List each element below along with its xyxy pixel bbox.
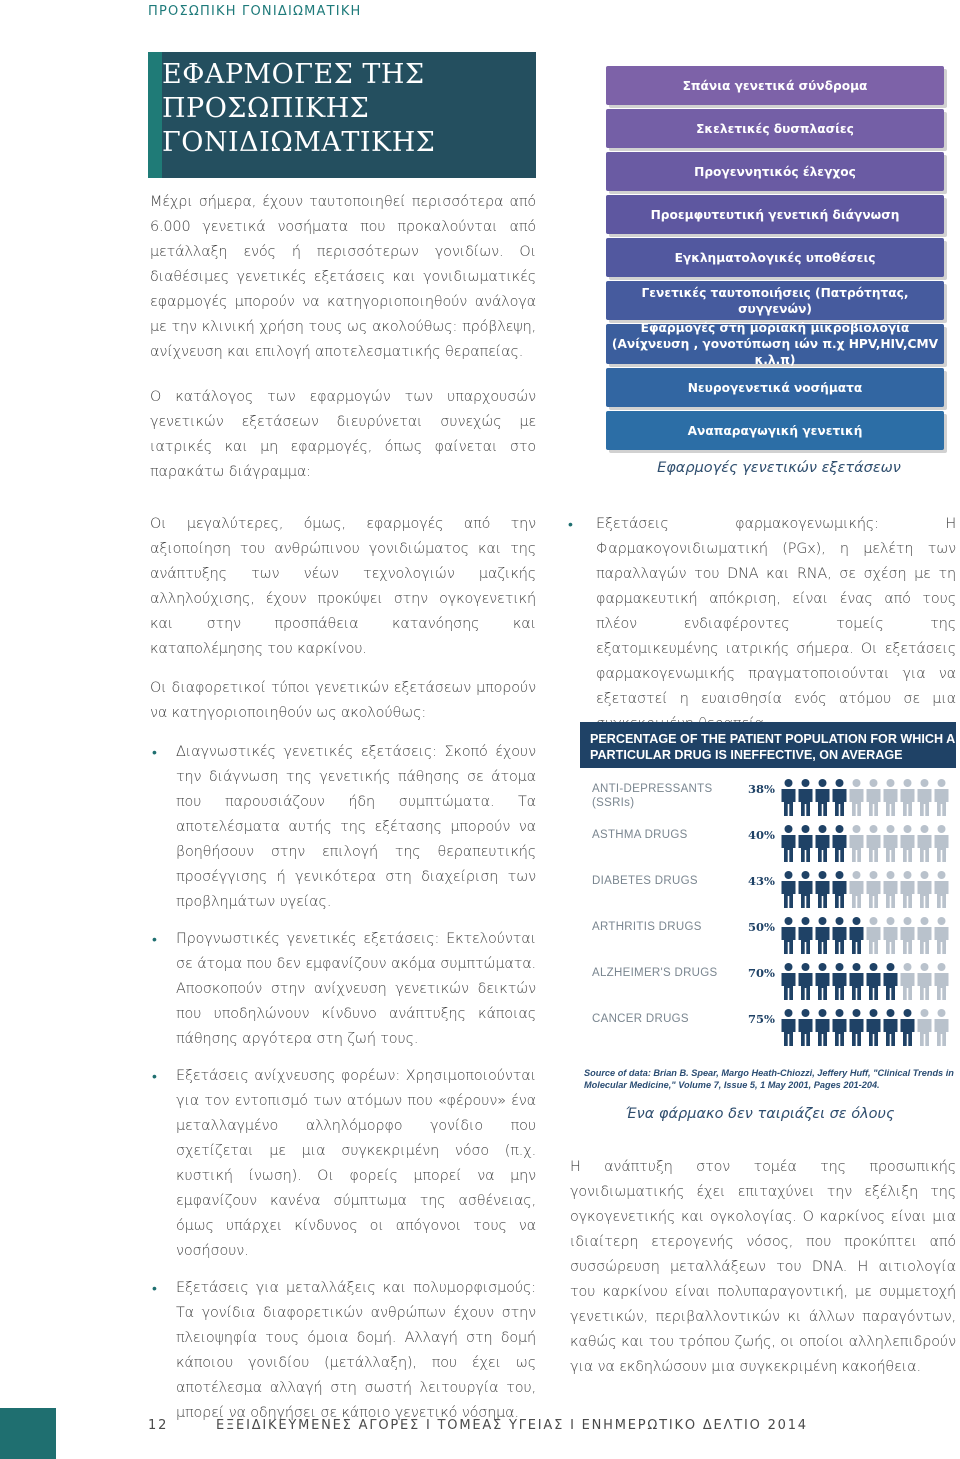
people-pictogram	[780, 824, 950, 864]
page-number: 12	[148, 1418, 169, 1433]
diagram-item: Εφαρμογές στη μοριακή μικροβιολογία (Ανίχνευση , γονοτύπωση ιών π.χ HPV,HIV,CMV κ.λ.π)	[606, 324, 944, 364]
hero-banner	[148, 52, 536, 178]
person-ineffective-mark	[782, 825, 796, 862]
person-ineffective-mark	[816, 825, 830, 862]
person-ineffective-mark	[816, 871, 830, 908]
person-effective-mark	[935, 917, 949, 954]
category-label: ANTI-DEPRESSANTS (SSRIs)	[592, 783, 713, 809]
person-effective-mark	[884, 871, 898, 908]
pgx-text: Εξετάσεις φαρμακογενωμικής: Η Φαρμακογονιδιωματική (PGx), η μελέτη των παραλλαγών του DNA και RNA, σε σχέση με τη φαρμακευτική απόκριση, είναι ένας από τους πλέον ενδιαφέροντες τομείς της εξατομικευμένης ιατρικής σήμερα. Οι εξετάσεις φαρμακογενωμικής πραγματοποιούνται για να εξεταστεί η ευαισθησία ενός ατόμου σε μια	[596, 516, 956, 707]
diagram-item: Σπάνια γενετικά σύνδρομα	[606, 66, 944, 105]
category-label: DIABETES DRUGS	[592, 875, 698, 887]
intro-section	[150, 190, 536, 485]
category-label: CANCER DRUGS	[592, 1013, 689, 1025]
diagram-item: Αναπαραγωγική γενετική	[606, 411, 944, 450]
category-label: ALZHEIMER'S DRUGS	[592, 967, 718, 979]
person-effective-mark	[901, 779, 915, 816]
people-pictogram	[780, 916, 950, 956]
person-effective-mark	[918, 917, 932, 954]
person-effective-mark	[901, 871, 915, 908]
person-effective-mark	[850, 825, 864, 862]
person-ineffective-mark	[901, 1009, 915, 1046]
value-label: 70%	[748, 966, 775, 980]
person-effective-mark	[935, 963, 949, 1000]
right-body-bottom	[570, 1155, 956, 1380]
chart-row	[580, 822, 956, 864]
person-ineffective-mark	[884, 963, 898, 1000]
chart-source: Source of data: Brian B. Spear, Margo Heath-Chiozzi, Jeffery Huff, "Clinical Trends in Molecular Medicine," Volume 7, Issue 5, 1 May 2001, Pages 201-204.	[584, 1068, 954, 1090]
people-pictogram	[780, 870, 950, 910]
chart-row	[580, 776, 956, 818]
person-ineffective-mark	[867, 1009, 881, 1046]
person-effective-mark	[850, 779, 864, 816]
person-effective-mark	[850, 871, 864, 908]
person-ineffective-mark	[782, 917, 796, 954]
person-effective-mark	[935, 779, 949, 816]
oncology-paragraph: Η ανάπτυξη στον τομέα της προσωπικής γονιδιωματικής έχει επιταχύνει την εξέλιξη της ογκογενετικής και ογκολογίας. Ο καρκίνος είναι μια ιδιαίτερη ετερογενής νόσος, που προκύπτει από συσσώρευση μεταλλάξεων του DNA. Η αιτιολογία του καρκίνου είναι πολυπαραγοντική, με συμμετοχή γενετικών, περιβαλλοντικών κι άλλων παραγόντων, καθώς και του τρόπου ζωής, οι οποίοι αλληλεπιδρούν για να εκδηλώσουν μια συγκεκριμένη κακοήθεια.	[570, 1159, 956, 1375]
person-ineffective-mark	[782, 963, 796, 1000]
footer-publication-text: ΕΞΕΙΔΙΚΕΥΜΕΝΕΣ ΑΓΟΡΕΣ I ΤΟΜΕΑΣ ΥΓΕΙΑΣ I ΕΝΗΜΕΡΩΤΙΚΟ ΔΕΛΤΙΟ 2014	[216, 1418, 808, 1433]
list-item	[570, 512, 956, 737]
person-effective-mark	[901, 825, 915, 862]
person-effective-mark	[901, 963, 915, 1000]
people-pictogram	[780, 962, 950, 1002]
person-ineffective-mark	[816, 1009, 830, 1046]
person-effective-mark	[935, 825, 949, 862]
test-types-list	[150, 740, 536, 1426]
pgx-list	[570, 512, 956, 737]
person-effective-mark	[884, 779, 898, 816]
bullet-icon: •	[152, 1068, 157, 1084]
footer	[148, 1418, 808, 1433]
person-effective-mark	[867, 917, 881, 954]
list-item-text: Εξετάσεις για μεταλλάξεις και πολυμορφισμούς: Τα γονίδια διαφορετικών ανθρώπων έχουν στην πλειοψηφία τους όμοια δομή. Αλλαγή στη δομή κάποιου γονιδίου (μετάλλαξη), που έχει ως αποτέλεσμα αλλαγή στη σωστή λειτουργία του, μπορεί να οδηγήσει σε κάποιο γενετικό νόσημα.	[176, 1280, 536, 1421]
person-ineffective-mark	[816, 917, 830, 954]
list-item	[150, 927, 536, 1052]
category-label: ASTHMA DRUGS	[592, 829, 688, 841]
person-ineffective-mark	[816, 963, 830, 1000]
value-label: 43%	[748, 874, 775, 888]
person-ineffective-mark	[782, 1009, 796, 1046]
applications-diagram	[606, 66, 952, 476]
person-ineffective-mark	[782, 779, 796, 816]
person-effective-mark	[867, 779, 881, 816]
person-effective-mark	[935, 871, 949, 908]
category-label: ARTHRITIS DRUGS	[592, 921, 702, 933]
section-label: ΠΡΟΣΩΠΙΚΗ ΓΟΝΙΔΙΩΜΑΤΙΚΗ	[148, 4, 362, 19]
person-effective-mark	[918, 871, 932, 908]
diagram-item: Εγκληματολογικές υποθέσεις	[606, 238, 944, 277]
list-item-text: Προγνωστικές γενετικές εξετάσεις: Εκτελούνται σε άτομα που δεν εμφανίζουν ακόμα συμπτώματα. Αποσκοπούν στην ανίχνευση γενετικών δεικτών που υποδηλώνουν κίνδυνο ανάπτυξης κάποιας πάθησης αργότερα στη ζωή τους.	[176, 931, 536, 1047]
person-ineffective-mark	[850, 963, 864, 1000]
value-label: 38%	[748, 782, 775, 796]
person-ineffective-mark	[833, 917, 847, 954]
page-title: ΕΦΑΡΜΟΓΕΣ ΤΗΣ ΠΡΟΣΩΠΙΚΗΣ ΓΟΝΙΔΙΩΜΑΤΙΚΗΣ	[162, 59, 436, 158]
diagram-item: Προγεννητικός έλεγχος	[606, 152, 944, 191]
person-effective-mark	[918, 1009, 932, 1046]
bullet-icon: •	[568, 516, 573, 532]
list-item-text: Εξετάσεις ανίχνευσης φορέων: Χρησιμοποιούνται για τον εντοπισμό των ατόμων που «φέρουν» ένα μεταλλαγμένο αλληλόμορφο γονίδιο που σχετίζεται με μια συγκεκριμένη νόσο (π.χ. κυστική ίνωση). Οι φορείς μπορεί να μην εμφανίζουν κανένα σύμπτωμα της ασθένειας, όμως υπάρχει κίνδυνος οι απόγονοι τους να νοσήσουν.	[176, 1068, 536, 1259]
list-item	[150, 740, 536, 915]
person-ineffective-mark	[833, 871, 847, 908]
person-effective-mark	[918, 825, 932, 862]
person-ineffective-mark	[833, 963, 847, 1000]
person-ineffective-mark	[799, 825, 813, 862]
drug-ineffectiveness-chart	[580, 722, 956, 1026]
person-effective-mark	[884, 917, 898, 954]
chart-row	[580, 960, 956, 1002]
chart-row	[580, 914, 956, 956]
person-ineffective-mark	[867, 963, 881, 1000]
chart-caption: Ένα φάρμακο δεν ταιριάζει σε όλους	[625, 1106, 895, 1122]
diagram-item: Προεμφυτευτική γενετική διάγνωση	[606, 195, 944, 234]
intro-paragraph-2: Ο κατάλογος των εφαρμογών των υπαρχουσών γενετικών εξετάσεων διευρύνεται συνεχώς με ιατρικές και μη εφαρμογές, όπως φαίνεται στο παρακάτω διάγραμμα:	[150, 389, 536, 480]
footer-accent-block	[0, 1408, 56, 1459]
person-ineffective-mark	[799, 1009, 813, 1046]
person-ineffective-mark	[850, 917, 864, 954]
left-body	[150, 512, 536, 1438]
person-ineffective-mark	[833, 825, 847, 862]
value-label: 75%	[748, 1012, 775, 1026]
diagram-item: Νευρογενετικά νοσήματα	[606, 368, 944, 407]
person-effective-mark	[918, 963, 932, 1000]
person-ineffective-mark	[799, 963, 813, 1000]
person-ineffective-mark	[833, 1009, 847, 1046]
diagram-bars	[606, 66, 952, 450]
chart-title: PERCENTAGE OF THE PATIENT POPULATION FOR WHICH A PARTICULAR DRUG IS INEFFECTIVE, ON AVERAGE	[580, 722, 956, 768]
person-effective-mark	[867, 871, 881, 908]
value-label: 40%	[748, 828, 775, 842]
list-item-text: Διαγνωστικές γενετικές εξετάσεις: Σκοπό έχουν την διάγνωση της γενετικής πάθησης σε άτομα που παρουσιάζουν ήδη συμπτώματα. Τα αποτελέσματα αυτής της εξέτασης μπορούν να βοηθήσουν στην επιλογή της θεραπευτικής προσέγγισης ή γενικότερα στη διαχείριση των προβλημάτων υγείας.	[176, 744, 536, 910]
diagram-item: Γενετικές ταυτοποιήσεις (Πατρότητας, συγγενών)	[606, 281, 944, 320]
list-item	[150, 1276, 536, 1426]
chart-row	[580, 1006, 956, 1048]
person-ineffective-mark	[799, 779, 813, 816]
person-ineffective-mark	[782, 871, 796, 908]
person-ineffective-mark	[850, 1009, 864, 1046]
person-ineffective-mark	[884, 1009, 898, 1046]
person-ineffective-mark	[816, 779, 830, 816]
paragraph-3: Οι μεγαλύτερες, όμως, εφαρμογές από την αξιοποίηση του ανθρώπινου γονιδιώματος και της ανάπτυξης των νέων τεχνολογιών μαζικής αλληλούχισης, έχουν προκύψει στην ογκογενετική και στην προσπάθεια κατανόησης και καταπολέμησης του καρκίνου.	[150, 516, 536, 657]
value-label: 50%	[748, 920, 775, 934]
person-effective-mark	[918, 779, 932, 816]
people-pictogram	[780, 778, 950, 818]
person-effective-mark	[884, 825, 898, 862]
person-effective-mark	[867, 825, 881, 862]
list-item	[150, 1064, 536, 1264]
paragraph-4: Οι διαφορετικοί τύποι γενετικών εξετάσεων μπορούν να κατηγοριοποιηθούν ως ακολούθως:	[150, 680, 536, 721]
diagram-caption: Εφαρμογές γενετικών εξετάσεων	[657, 460, 901, 476]
person-ineffective-mark	[799, 917, 813, 954]
chart-row	[580, 868, 956, 910]
right-body-top	[570, 512, 956, 749]
person-effective-mark	[901, 917, 915, 954]
diagram-item: Σκελετικές δυσπλασίες	[606, 109, 944, 148]
intro-paragraph-1: Μέχρι σήμερα, έχουν ταυτοποιηθεί περισσότερα από 6.000 γενετικά νοσήματα που προκαλούνται από μετάλλαξη ενός ή περισσότερων γονιδίων. Οι διαθέσιμες γενετικές εξετάσεις και γονιδιωματικές εφαρμογές μπορούν να κατηγοριοποιηθούν ανάλογα με την κλινική χρήση τους ως ακολούθως: πρόβλεψη, ανίχνευση και επιλογή αποτελεσματικής θεραπείας.	[150, 194, 536, 360]
bullet-icon: •	[152, 931, 157, 947]
people-pictogram	[780, 1008, 950, 1048]
bullet-icon: •	[152, 1280, 157, 1296]
person-effective-mark	[935, 1009, 949, 1046]
person-ineffective-mark	[799, 871, 813, 908]
person-ineffective-mark	[833, 779, 847, 816]
bullet-icon: •	[152, 744, 157, 760]
